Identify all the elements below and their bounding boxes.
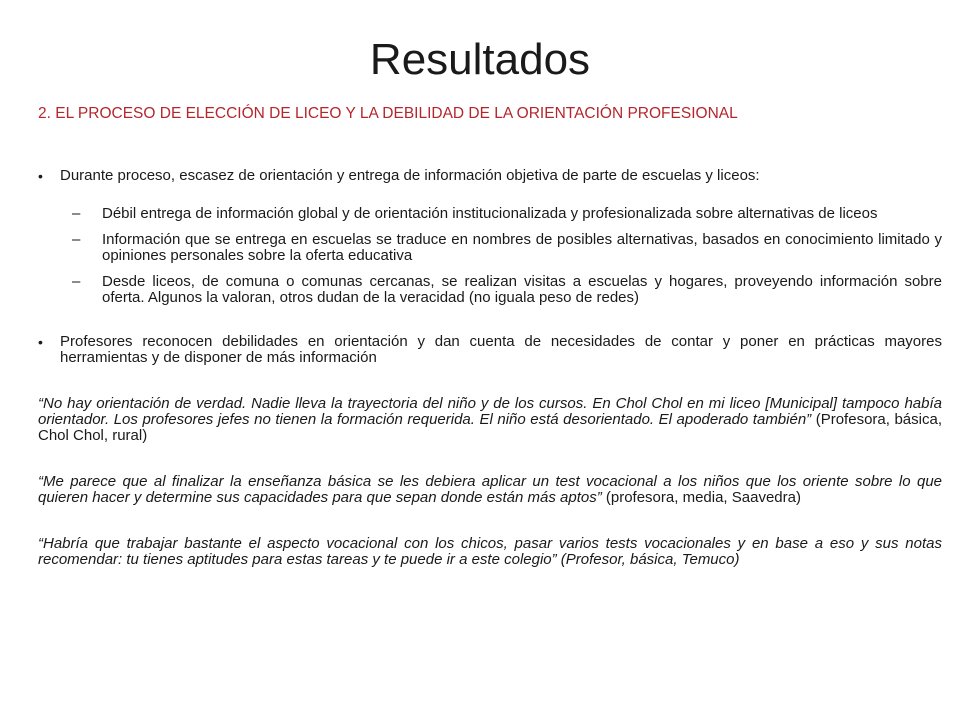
quote-block	[38, 396, 942, 444]
slide-content	[38, 168, 942, 568]
sub-item-text: Información que se entrega en escuelas se traduce en nombres de posibles alternativas, basados en conocimiento limitado y opiniones personales sobre la oferta educativa	[102, 231, 942, 264]
bullet-text: Durante proceso, escasez de orientación y entrega de información objetiva de parte de escuelas y liceos:	[60, 167, 760, 184]
bullet-text: Profesores reconocen debilidades en orientación y dan cuenta de necesidades de contar y poner en prácticas mayores herramientas y de disponer de más información	[60, 333, 942, 366]
quote-source: (Profesora, básica, Chol Chol, rural)	[38, 411, 942, 444]
quote-text: “Habría que trabajar bastante el aspecto vocacional con los chicos, pasar varios tests vocacionales y en base a eso y sus notas recomendar: tu tienes aptitudes para estas tareas y te puede ir a este colegio” (Profesor, básica, Temuco)	[38, 535, 942, 568]
slide-subtitle: 2. EL PROCESO DE ELECCIÓN DE LICEO Y LA DEBILIDAD DE LA ORIENTACIÓN PROFESIONAL	[38, 105, 738, 122]
slide-title: Resultados	[369, 35, 591, 84]
dash-icon: –	[72, 273, 81, 290]
bullet-item	[38, 334, 942, 366]
dash-icon: –	[72, 205, 81, 222]
quote-text: “No hay orientación de verdad. Nadie lleva la trayectoria del niño y de los cursos. En Chol Chol en mi liceo [Municipal] tampoco había orientador. Los profesores jefes no tienen la formación requerida. El niño está desorientado. El apoderado también”	[38, 395, 942, 428]
bullet-icon: •	[38, 168, 43, 184]
bullet-item	[38, 168, 942, 184]
sub-item-text: Desde liceos, de comuna o comunas cercanas, se realizan visitas a escuelas y hogares, proveyendo información sobre oferta. Algunos la valoran, otros dudan de la veracidad (no iguala peso de redes)	[102, 273, 942, 306]
sub-item-text: Débil entrega de información global y de orientación institucionalizada y profesionalizada sobre alternativas de liceos	[102, 205, 878, 222]
dash-icon: –	[72, 231, 81, 248]
bullet-icon: •	[38, 334, 43, 350]
quote-source: (profesora, media, Saavedra)	[601, 489, 801, 506]
quote-text: “Me parece que al finalizar la enseñanza básica se les debiera aplicar un test vocacional a los niños que los oriente sobre lo que quieren hacer y determine sus capacidades para que sepan donde están más aptos”	[38, 473, 942, 506]
sub-item	[38, 232, 942, 264]
quote-block	[38, 474, 942, 506]
sub-item	[38, 274, 942, 306]
sub-list	[38, 206, 942, 306]
quote-block	[38, 536, 942, 568]
sub-item	[38, 206, 942, 222]
